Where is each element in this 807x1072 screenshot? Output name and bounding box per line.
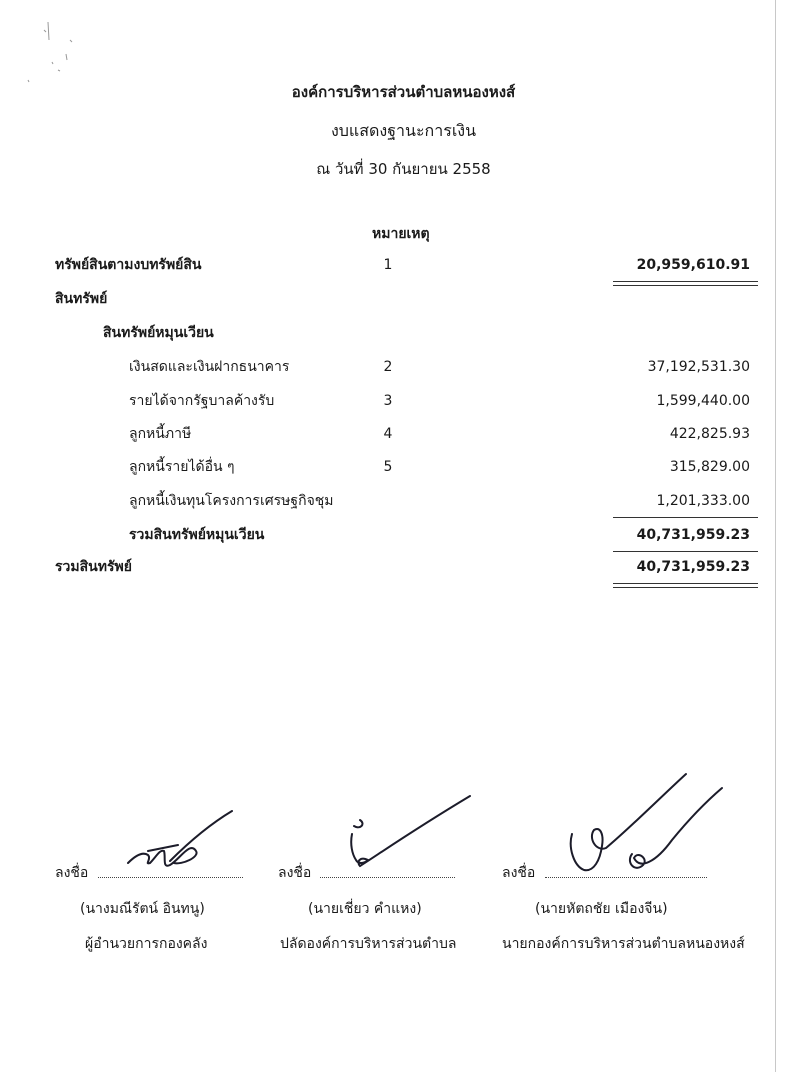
double-underline-top [613,281,758,282]
signature-mark [120,805,240,880]
current-assets-heading: สินทรัพย์หมุนเวียน [103,325,214,341]
asset-item-amount: 315,829.00 [669,459,750,475]
total-current-underline [613,551,758,552]
asset-item-label: เงินสดและเงินฝากธนาคาร [129,359,290,375]
assets-per-register-label: ทรัพย์สินตามงบทรัพย์สิน [55,257,202,273]
asset-item-label: ลูกหนี้รายได้อื่น ๆ [129,459,235,475]
statement-title: งบแสดงฐานะการเงิน [330,121,477,140]
asset-item-note: 2 [383,359,393,375]
asset-item-amount: 1,201,333.00 [656,493,750,509]
asset-item-note: 5 [383,459,393,475]
asset-item-amount: 1,599,440.00 [656,393,750,409]
signatory-name: (นางมณีรัตน์ อินทนู) [80,901,205,917]
sign-label: ลงชื่อ [278,865,312,881]
asset-item-note: 3 [383,393,393,409]
double-underline-bottom [613,285,758,286]
assets-per-register-note: 1 [383,257,393,273]
scan-specks [8,10,78,90]
asset-item-label: ลูกหนี้เงินทุนโครงการเศรษฐกิจชุม [129,493,334,509]
asset-item-amount: 37,192,531.30 [647,359,750,375]
note-column-header: หมายเหตุ [372,226,430,242]
sign-label: ลงชื่อ [502,865,536,881]
subtotal-underline [613,517,758,518]
asset-item-label: ลูกหนี้ภาษี [129,426,192,442]
assets-per-register-amount: 20,959,610.91 [636,257,750,273]
total-assets-amount: 40,731,959.23 [636,559,750,575]
signature-line [320,876,455,878]
asset-item-note: 4 [383,426,393,442]
total-current-assets-amount: 40,731,959.23 [636,527,750,543]
organization-title: องค์การบริหารส่วนตำบลหนองหงส์ [291,83,516,101]
double-underline-bottom [613,587,758,588]
asset-item-amount: 422,825.93 [669,426,750,442]
double-underline-top [613,583,758,584]
signatory-name: (นายหัตถชัย เมืองจีน) [535,901,668,917]
signatory-position: นายกองค์การบริหารส่วนตำบลหนองหงส์ [502,936,745,952]
assets-heading: สินทรัพย์ [55,291,108,307]
sign-label: ลงชื่อ [55,865,89,881]
signature-mark [330,790,475,875]
signature-mark [560,770,730,880]
total-assets-label: รวมสินทรัพย์ [55,559,132,575]
total-current-assets-label: รวมสินทรัพย์หมุนเวียน [129,527,265,543]
asset-item-label: รายได้จากรัฐบาลค้างรับ [129,393,275,409]
signatory-position: ปลัดองค์การบริหารส่วนตำบล [280,936,457,952]
statement-date: ณ วันที่ 30 กันยายน 2558 [316,160,491,178]
signatory-name: (นายเชี่ยว คำแหง) [308,901,422,917]
signatory-position: ผู้อำนวยการกองคลัง [85,936,208,952]
